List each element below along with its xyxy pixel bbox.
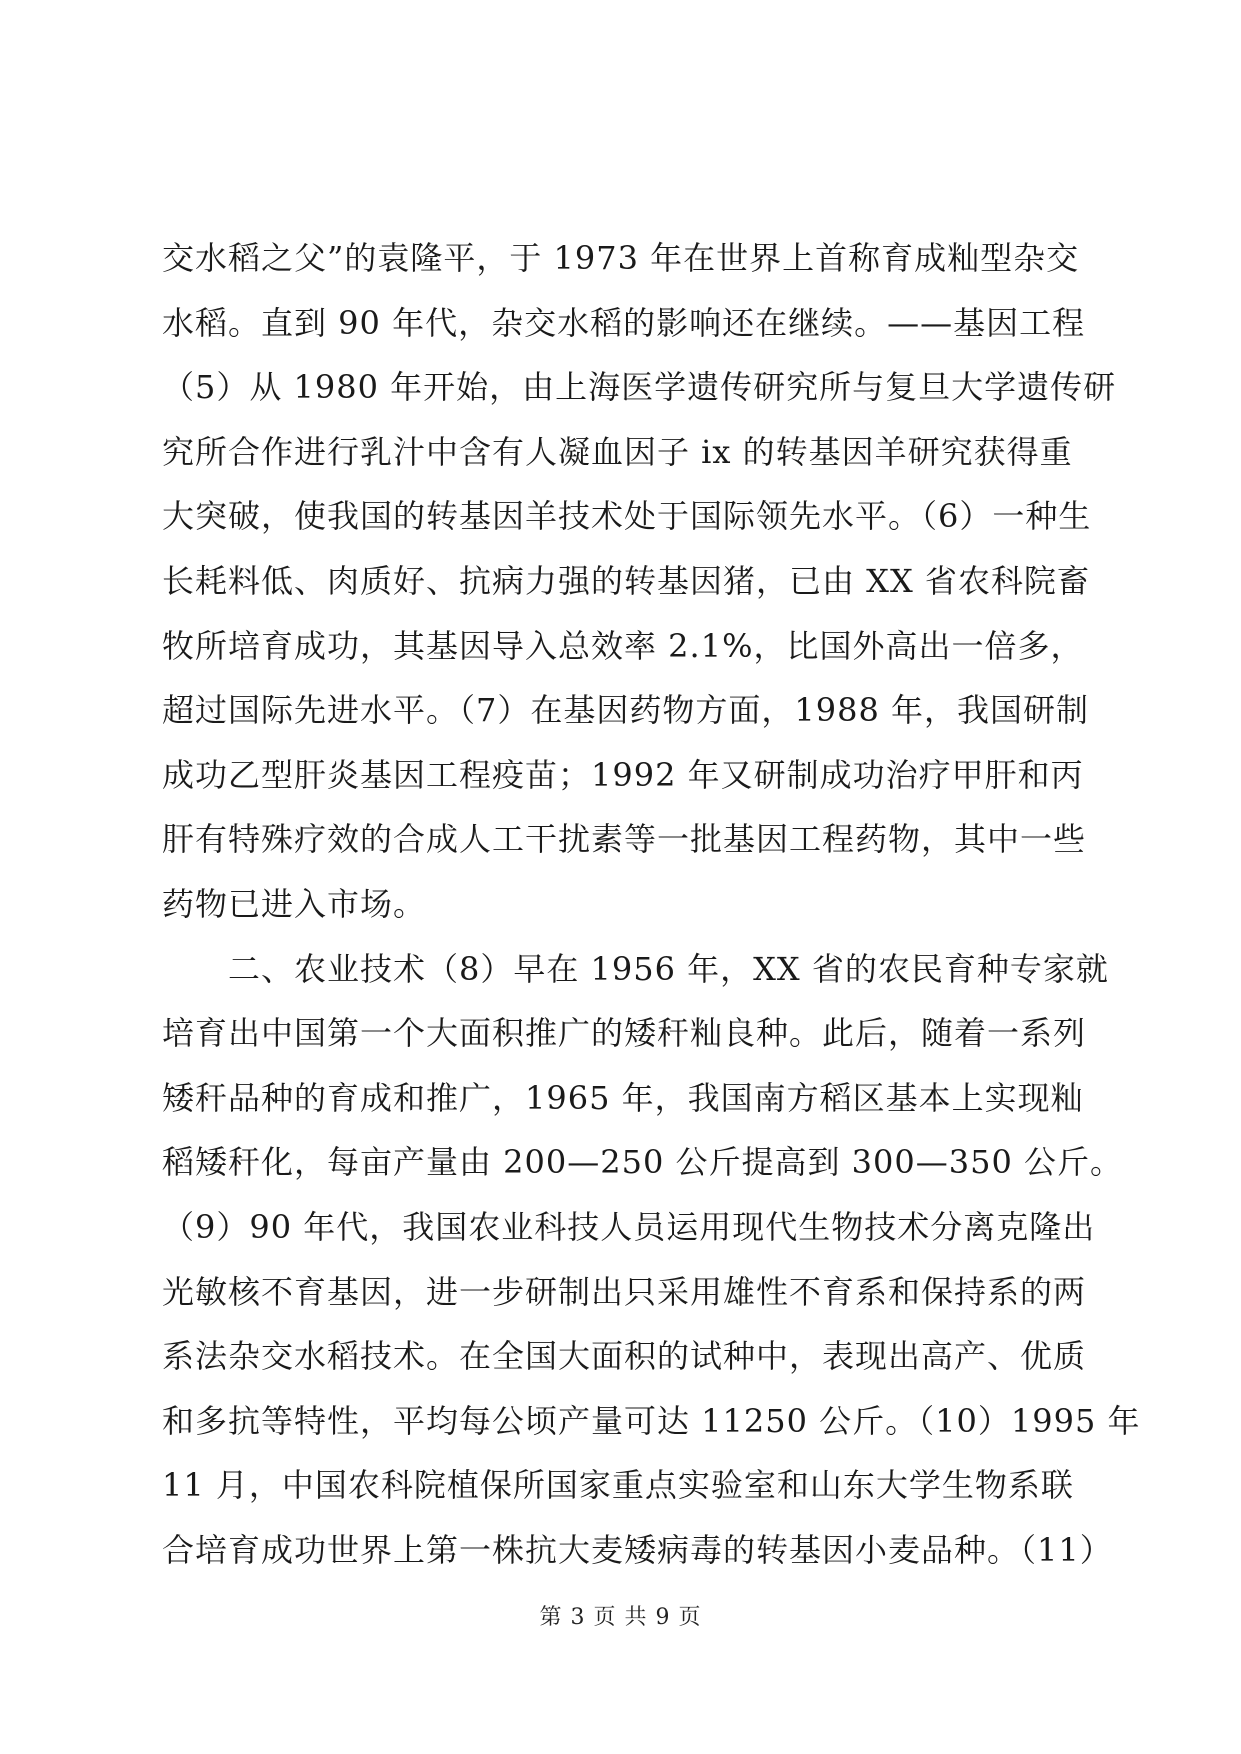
text-line: 培育出中国第一个大面积推广的矮秆籼良种。此后，随着一系列 (162, 1014, 1087, 1053)
text-line: 交水稻之父”的袁隆平，于 1973 年在世界上首称育成籼型杂交 (162, 239, 1080, 277)
text-line: 长耗料低、肉质好、抗病力强的转基因猪，已由 XX 省农科院畜 (162, 561, 1090, 600)
text-line: 水稻。直到 90 年代，杂交水稻的影响还在继续。——基因工程 (162, 303, 1086, 342)
text-line: 矮秆品种的育成和推广，1965 年，我国南方稻区基本上实现籼 (162, 1078, 1084, 1117)
text-line: 大突破，使我国的转基因羊技术处于国际领先水平。（6）一种生 (162, 497, 1092, 536)
text-line: 系法杂交水稻技术。在全国大面积的试种中，表现出高产、优质 (162, 1337, 1087, 1376)
text-line: 成功乙型肝炎基因工程疫苗；1992 年又研制成功治疗甲肝和丙 (162, 755, 1084, 794)
text-line: （9）90 年代，我国农业科技人员运用现代生物技术分离克隆出 (162, 1207, 1096, 1246)
text-line: 究所合作进行乳汁中含有人凝血因子 ix 的转基因羊研究获得重 (162, 432, 1073, 471)
text-line: 和多抗等特性，平均每公顷产量可达 11250 公斤。（10）1995 年 (162, 1401, 1141, 1440)
text-line: 光敏核不育基因，进一步研制出只采用雄性不育系和保持系的两 (162, 1272, 1087, 1311)
text-line: 二、农业技术（8）早在 1956 年，XX 省的农民育种专家就 (162, 949, 1109, 988)
text-line: 稻矮秆化，每亩产量由 200—250 公斤提高到 300—350 公斤。 (162, 1143, 1124, 1182)
page-number-footer: 第 3 页 共 9 页 (539, 1605, 702, 1630)
text-line: 11 月，中国农科院植保所国家重点实验室和山东大学生物系联 (162, 1466, 1074, 1505)
text-line: 牧所培育成功，其基因导入总效率 2.1%，比国外高出一倍多， (162, 626, 1084, 665)
text-line: （5）从 1980 年开始，由上海医学遗传研究所与复旦大学遗传研 (162, 368, 1117, 407)
text-line: 肝有特殊疗效的合成人工干扰素等一批基因工程药物，其中一些 (162, 820, 1087, 859)
body-text (162, 226, 1141, 1582)
text-line: 药物已进入市场。 (162, 884, 427, 923)
text-line: 超过国际先进水平。（7）在基因药物方面，1988 年，我国研制 (162, 691, 1089, 730)
text-line: 合培育成功世界上第一株抗大麦矮病毒的转基因小麦品种。（11） (162, 1530, 1113, 1569)
